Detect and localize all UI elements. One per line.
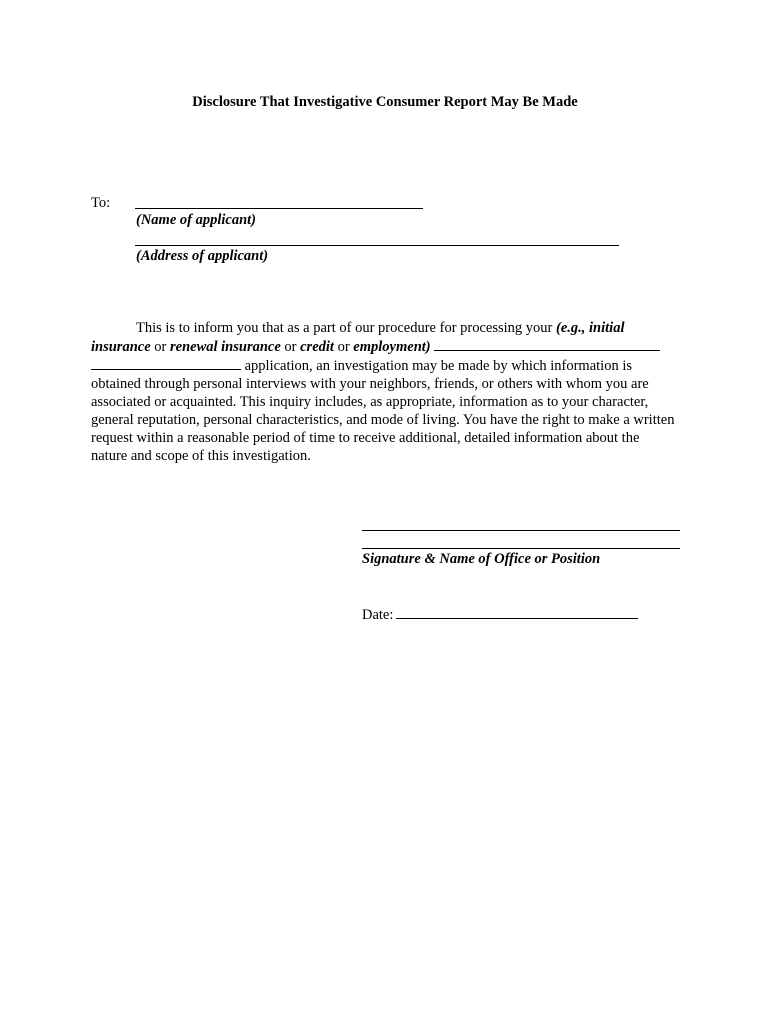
paragraph-intro: This is to inform you that as a part of our procedure for processing your [136, 320, 556, 336]
signature-line-1[interactable] [362, 516, 680, 531]
renewal-insurance-text: renewal insurance [169, 339, 281, 355]
employment-text: employment) [353, 339, 431, 355]
date-row [362, 604, 638, 624]
address-of-applicant-caption: (Address of applicant) [136, 248, 269, 264]
application-type-line-2[interactable] [91, 356, 241, 370]
applicant-name-line[interactable] [135, 194, 423, 209]
eg-initial-insurance: (e.g., initial insurance [91, 320, 625, 355]
or-text-1: or [150, 339, 170, 355]
or-text-3: or [333, 339, 354, 355]
paragraph-body: application, an investigation may be made by which information is obtained through personal interviews with your neighbors, friends, or others with whom you are associated or acquainted. This inquiry includes, as appropriate, information as to your character, general reputation, personal characteristics, and mode of living. You have the right to make a written request within a reasonable period of time to receive additional, detailed information about the nature and scope of this investigation. [91, 358, 675, 464]
application-type-line-1[interactable] [434, 337, 660, 351]
date-line[interactable] [396, 604, 638, 619]
document-title: Disclosure That Investigative Consumer Report May Be Made [192, 94, 578, 110]
credit-text: credit [300, 339, 334, 355]
disclosure-paragraph [91, 319, 679, 465]
or-text-2: or [280, 339, 301, 355]
signature-line-2[interactable] [362, 534, 680, 549]
applicant-address-line[interactable] [135, 231, 619, 246]
name-of-applicant-caption: (Name of applicant) [136, 212, 257, 228]
to-label: To: [91, 195, 111, 211]
signature-caption: Signature & Name of Office or Position [362, 551, 601, 567]
date-label: Date: [362, 607, 394, 623]
